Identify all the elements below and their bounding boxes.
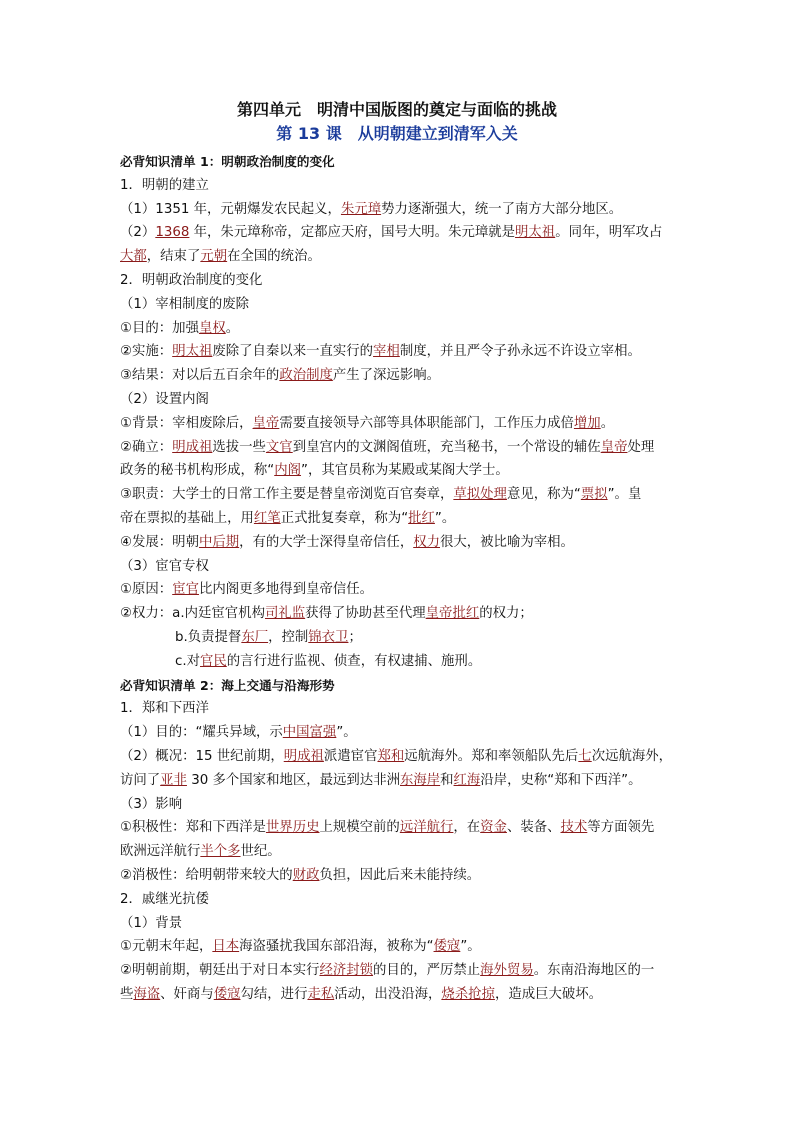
text-segment: 必背知识清单 2：海上交通与沿海形势: [120, 677, 335, 693]
key-term: 海外贸易: [480, 963, 534, 979]
text-line: [120, 912, 680, 936]
text-line: [120, 221, 680, 245]
text-segment: 1．明朝的建立: [120, 177, 209, 193]
text-segment: 2．戚继光抗倭: [120, 891, 209, 907]
text-segment: （2）: [120, 225, 156, 241]
text-segment: 到皇宫内的文渊阁值班，充当秘书，一个常设的辅佐: [292, 439, 601, 455]
text-segment: ，控制: [268, 629, 309, 645]
text-segment: ③职责：大学士的日常工作主要是替皇帝浏览百官奏章，: [120, 487, 454, 503]
text-line: [120, 769, 680, 793]
text-line: [120, 864, 680, 888]
section-heading: [120, 150, 680, 174]
text-segment: ”，其官员称为某殿或某阁大学士。: [301, 463, 509, 479]
key-term: 亚非: [160, 772, 187, 788]
text-line: [120, 745, 680, 769]
text-segment: 次远航海外，: [591, 748, 673, 764]
text-line: [120, 697, 680, 721]
text-segment: 和: [440, 772, 454, 788]
key-term: 中后期: [198, 534, 240, 550]
text-segment: ④发展：明朝: [120, 534, 199, 550]
text-segment: 。东南沿海地区的一: [533, 963, 655, 979]
key-term: 远洋航行: [399, 820, 454, 836]
text-segment: 欧洲远洋航行: [120, 844, 201, 860]
text-segment: （1）1351 年，元朝爆发农民起义，: [120, 201, 341, 217]
text-line: [120, 507, 680, 531]
text-line: [120, 626, 680, 650]
text-line: [120, 983, 680, 1007]
text-segment: 废除了自秦以来一直实行的: [212, 344, 374, 360]
text-segment: 需要直接领导六部等具体职能部门，工作压力成倍: [279, 415, 574, 431]
key-term: 明成祖: [283, 748, 324, 764]
text-segment: 、奸商与: [160, 986, 214, 1002]
text-segment: 获得了协助甚至代理: [305, 606, 426, 622]
text-segment: ”。皇: [607, 487, 642, 503]
text-segment: 处理: [627, 439, 655, 455]
text-line: [120, 459, 680, 483]
key-term: 皇帝: [600, 439, 628, 455]
key-term: 草拟处理: [453, 487, 507, 503]
text-segment: 的权力；: [479, 606, 533, 622]
key-term: 1368: [155, 225, 190, 241]
text-line: [120, 816, 680, 840]
text-segment: c.对: [175, 653, 201, 669]
text-segment: 海盗骚扰我国东部沿海，被称为“: [239, 939, 434, 955]
text-segment: 30 多个国家和地区，最远到达非洲: [186, 772, 400, 788]
key-term: 增加: [573, 415, 601, 431]
text-segment: ”。: [460, 939, 481, 955]
text-segment: 帝在票拟的基础上，用: [120, 510, 254, 526]
key-term: 倭寇: [433, 939, 461, 955]
text-line: [120, 650, 680, 674]
key-term: 日本: [212, 939, 240, 955]
text-line: [120, 935, 680, 959]
text-segment: （1）背景: [120, 915, 183, 931]
key-term: 烧杀抢掠: [441, 986, 495, 1002]
text-segment: 年，朱元璋称帝，定都应天府，国号大明。朱元璋就是: [189, 225, 516, 241]
key-term: 七: [578, 748, 592, 764]
key-term: 资金: [480, 820, 507, 836]
text-segment: 上规模空前的: [319, 820, 400, 836]
text-segment: b.负责提督: [175, 629, 242, 645]
text-segment: 。同年，明军攻占: [555, 225, 663, 241]
text-line: [120, 364, 680, 388]
key-term: 中国富强: [282, 725, 337, 741]
text-segment: 很大，被比喻为宰相。: [440, 534, 574, 550]
text-line: [120, 269, 680, 293]
text-line: [120, 436, 680, 460]
text-segment: 远航海外。郑和率领船队先后: [404, 748, 579, 764]
section-heading: [120, 674, 680, 698]
key-term: 皇帝批红: [425, 606, 480, 622]
key-term: 官民: [200, 653, 227, 669]
text-segment: ①原因：: [120, 582, 173, 598]
text-segment: 些: [120, 986, 134, 1002]
text-segment: 。: [600, 415, 615, 431]
text-segment: 负担，因此后来未能持续。: [319, 867, 481, 883]
text-segment: 在全国的统治。: [227, 249, 321, 265]
key-term: 朱元璋: [340, 201, 382, 217]
text-segment: （3）影响: [120, 796, 183, 812]
text-line: [120, 578, 680, 602]
text-segment: ”。: [336, 725, 357, 741]
key-term: 郑和: [377, 748, 405, 764]
text-line: [120, 293, 680, 317]
key-term: 半个多: [200, 844, 241, 860]
key-term: 世界历史: [265, 820, 320, 836]
key-term: 技术: [560, 820, 588, 836]
key-term: 锦衣卫: [308, 629, 349, 645]
text-segment: （1）宰相制度的废除: [120, 296, 250, 312]
text-line: [120, 198, 680, 222]
text-line: [120, 793, 680, 817]
key-term: 东海岸: [399, 772, 441, 788]
key-term: 经济封锁: [319, 963, 374, 979]
text-line: [120, 531, 680, 555]
text-segment: 沿岸，史称“郑和下西洋”。: [480, 772, 642, 788]
text-segment: 的言行进行监视、侦查，有权逮捕、施刑。: [226, 653, 482, 669]
key-term: 宦官: [172, 582, 199, 598]
text-segment: 选拔一些: [212, 439, 266, 455]
key-term: 宰相: [373, 344, 400, 360]
text-segment: 、装备、: [506, 820, 561, 836]
text-segment: ”。: [434, 510, 456, 526]
text-segment: ①背景：宰相废除后，: [120, 415, 253, 431]
text-segment: 活动，出没沿海，: [334, 986, 442, 1002]
text-segment: 势力逐渐强大，统一了南方大部分地区。: [381, 201, 623, 217]
text-segment: 制度，并且严令子孙永远不许设立宰相。: [399, 344, 641, 360]
text-line: [120, 483, 680, 507]
text-line: [120, 721, 680, 745]
text-segment: 政务的秘书机构形成，称“: [120, 463, 275, 479]
text-segment: 世纪。: [240, 844, 281, 860]
text-line: [120, 340, 680, 364]
text-segment: 派遣宦官: [323, 748, 378, 764]
text-line: [120, 840, 680, 864]
text-segment: ，在: [453, 820, 481, 836]
text-segment: 。: [225, 320, 240, 336]
text-segment: 产生了深远影响。: [332, 368, 440, 384]
key-term: 内阁: [274, 463, 302, 479]
text-segment: 勾结，进行: [240, 986, 308, 1002]
text-segment: 2．明朝政治制度的变化: [120, 272, 263, 288]
text-segment: 访问了: [120, 772, 161, 788]
text-segment: ，造成巨大破坏。: [494, 986, 603, 1002]
key-term: 权力: [413, 534, 440, 550]
text-segment: 正式批复奏章，称为“: [280, 510, 409, 526]
key-term: 司礼监: [264, 606, 306, 622]
text-segment: 必背知识清单 1：明朝政治制度的变化: [120, 154, 335, 169]
key-term: 海盗: [133, 986, 161, 1002]
key-term: 红笔: [253, 510, 281, 526]
text-segment: 1．郑和下西洋: [120, 701, 209, 717]
key-term: 走私: [307, 986, 335, 1002]
text-segment: 意见，称为“: [506, 487, 581, 503]
text-line: [120, 388, 680, 412]
key-term: 财政: [292, 867, 320, 883]
text-line: [120, 555, 680, 579]
key-term: 文官: [265, 439, 293, 455]
key-term: 皇权: [198, 320, 226, 336]
text-segment: （1）目的：“耀兵异域，示: [120, 725, 283, 741]
text-line: [120, 174, 680, 198]
key-term: 红海: [453, 772, 481, 788]
text-line: [120, 412, 680, 436]
text-line: [120, 959, 680, 983]
text-segment: （2）设置内阁: [120, 391, 209, 407]
text-segment: （3）宦官专权: [120, 558, 209, 574]
key-term: 东厂: [241, 629, 269, 645]
text-line: [120, 317, 680, 341]
key-term: 政治制度: [279, 368, 333, 384]
key-term: 明太祖: [515, 225, 556, 241]
key-term: 大都: [120, 249, 147, 265]
text-segment: ②消极性：给明朝带来较大的: [120, 867, 293, 883]
key-term: 皇帝: [252, 415, 280, 431]
text-segment: ，结束了: [146, 249, 201, 265]
text-segment: ，有的大学士深得皇帝信任，: [239, 534, 414, 550]
text-segment: 等方面领先: [587, 820, 655, 836]
text-segment: ①目的：加强: [120, 320, 199, 336]
text-segment: ①元朝末年起，: [120, 939, 213, 955]
text-segment: ②权力：a.内廷宦官机构: [120, 606, 265, 622]
text-segment: （2）概况：15 世纪前期，: [120, 748, 284, 764]
text-line: [120, 602, 680, 626]
text-segment: 比内阁更多地得到皇帝信任。: [198, 582, 374, 598]
key-term: 倭寇: [213, 986, 241, 1002]
key-term: 明太祖: [172, 344, 213, 360]
text-segment: ；: [348, 629, 362, 645]
text-segment: ③结果：对以后五百余年的: [120, 368, 280, 384]
unit-title: 第四单元 明清中国版图的奠定与面临的挑战: [236, 100, 557, 119]
lesson-title: 第 13 课 从明朝建立到清军入关: [276, 124, 518, 143]
document-body: [120, 150, 680, 1007]
key-term: 元朝: [200, 249, 228, 265]
key-term: 明成祖: [172, 439, 213, 455]
text-segment: ②实施：: [120, 344, 173, 360]
key-term: 批红: [408, 510, 435, 526]
text-segment: 的目的，严厉禁止: [373, 963, 481, 979]
key-term: 票拟: [580, 487, 608, 503]
text-segment: ②明朝前期，朝廷出于对日本实行: [120, 963, 320, 979]
text-line: [120, 888, 680, 912]
text-line: [120, 245, 680, 269]
text-segment: ①积极性：郑和下西洋是: [120, 820, 266, 836]
text-segment: ②确立：: [120, 439, 173, 455]
